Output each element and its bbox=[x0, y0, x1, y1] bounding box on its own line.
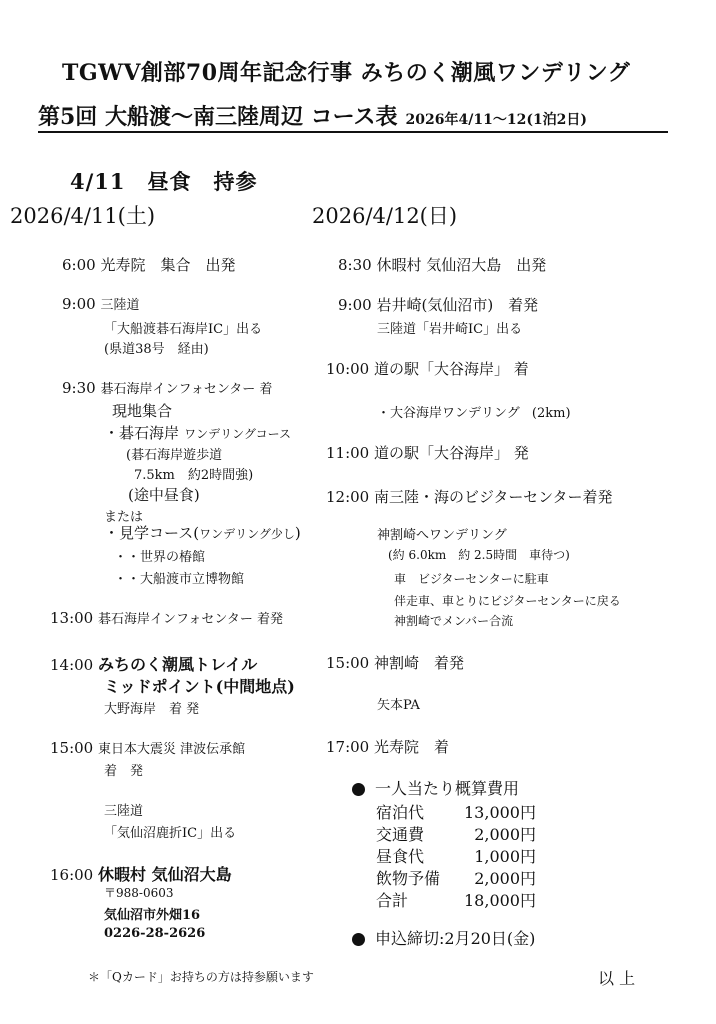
day2-date: 2026/4/12(日) bbox=[312, 204, 458, 228]
footnote: ＊「Qカード」お持ちの方は持参願います bbox=[88, 970, 314, 984]
cost-row bbox=[376, 866, 536, 889]
closing-mark: 以 上 bbox=[598, 969, 636, 988]
cost-row bbox=[376, 844, 536, 867]
day1-e7-phone: 0226-28-2626 bbox=[104, 926, 206, 941]
day1-e3-line8b: ワンデリング少し bbox=[199, 527, 295, 541]
day1-e3-line4: (碁石海岸遊歩道 bbox=[126, 448, 223, 463]
bullet-icon bbox=[352, 783, 365, 796]
day2-event-3 bbox=[326, 358, 529, 379]
day1-e6-text: 東日本大震災 津波伝承館 bbox=[98, 742, 246, 757]
day1-e3-time: 9:30 bbox=[62, 379, 96, 397]
day1-e6-line3: 三陸道 bbox=[104, 804, 144, 819]
day2-e4-time: 11:00 bbox=[326, 444, 370, 462]
cost-label: 飲物予備 bbox=[376, 869, 441, 888]
day2-event-1 bbox=[338, 254, 546, 275]
cost-amount: 13,000円 bbox=[464, 803, 536, 822]
day1-e3-line5: 7.5km 約2時間強) bbox=[134, 468, 254, 483]
day1-e6-line2: 着 発 bbox=[104, 764, 144, 779]
day1-e3-line3 bbox=[104, 422, 291, 443]
day1-e3-line9: ・・世界の椿館 bbox=[114, 550, 206, 565]
cost-amount: 18,000円 bbox=[464, 891, 536, 910]
cost-label: 宿泊代 bbox=[376, 803, 425, 822]
day2-e3-line2b: (2km) bbox=[531, 406, 571, 421]
day2-e2-time: 9:00 bbox=[338, 296, 372, 314]
day2-e1-text: 休暇村 気仙沼大島 出発 bbox=[376, 256, 547, 274]
day1-e2-line3: (県道38号 経由) bbox=[104, 342, 209, 357]
cost-title-text: 一人当たり概算費用 bbox=[375, 779, 520, 798]
day2-e3-line2a: ・大谷海岸ワンデリング bbox=[377, 406, 520, 421]
day2-e5-time: 12:00 bbox=[326, 488, 370, 506]
day1-e5-text: みちのく潮風トレイル bbox=[98, 655, 258, 674]
day1-e7-time: 16:00 bbox=[50, 866, 94, 884]
day1-e7-text: 休暇村 気仙沼大島 bbox=[98, 865, 232, 884]
day1-e4-text: 碁石海岸インフォセンター 着発 bbox=[98, 612, 283, 627]
day2-event-2 bbox=[338, 294, 538, 315]
day2-e5-line5: 伴走車、車とりにビジターセンターに戻る bbox=[394, 594, 621, 608]
day2-e5-line4: 車 ビジターセンターに駐車 bbox=[394, 572, 549, 586]
lunch-note: 4/11 昼食 持参 bbox=[70, 169, 258, 194]
subtitle-text: 第5回 大船渡〜南三陸周辺 コース表 bbox=[38, 104, 398, 130]
cost-label: 交通費 bbox=[376, 825, 425, 844]
day2-e6-text: 神割崎 着発 bbox=[374, 654, 465, 672]
cost-title bbox=[352, 776, 519, 799]
day2-event-7 bbox=[326, 736, 449, 757]
day2-e7-text: 光寿院 着 bbox=[374, 738, 450, 756]
cost-amount: 1,000円 bbox=[474, 847, 536, 866]
day2-e3-text: 道の駅「大谷海岸」 着 bbox=[374, 360, 529, 378]
cost-row bbox=[376, 822, 536, 845]
day1-event-1 bbox=[62, 254, 235, 275]
day1-e2-time: 9:00 bbox=[62, 295, 96, 313]
day1-e2-line2: 「大船渡碁石海岸IC」出る bbox=[104, 322, 263, 337]
deadline-text: 申込締切:2月20日(金) bbox=[375, 929, 536, 948]
cost-amount: 2,000円 bbox=[474, 825, 536, 844]
day1-e2-text: 三陸道 bbox=[100, 298, 140, 313]
day1-e3-line7: または bbox=[104, 510, 144, 525]
day1-e7-postal: 〒988-0603 bbox=[104, 886, 174, 900]
day1-e3-line3b: ワンデリングコース bbox=[184, 427, 292, 441]
day1-e3-line8a: ・見学コース( bbox=[104, 524, 200, 542]
day1-e3-line10: ・・大船渡市立博物館 bbox=[114, 572, 245, 587]
day2-e6-time: 15:00 bbox=[326, 654, 370, 672]
day2-e4-text: 道の駅「大谷海岸」 発 bbox=[374, 444, 529, 462]
day1-e3-line3a: ・碁石海岸 bbox=[104, 424, 180, 442]
cost-row bbox=[376, 800, 536, 823]
cost-label: 昼食代 bbox=[376, 847, 425, 866]
day1-e1-time: 6:00 bbox=[62, 256, 96, 274]
day1-e3-text: 碁石海岸インフォセンター 着 bbox=[100, 382, 273, 397]
day1-e3-line8 bbox=[104, 522, 301, 543]
day1-e3-line2: 現地集合 bbox=[112, 402, 173, 420]
page-title: TGWV創部70周年記念行事 みちのく潮風ワンデリング bbox=[62, 60, 631, 86]
day2-event-6 bbox=[326, 652, 464, 673]
day2-e1-time: 8:30 bbox=[338, 256, 372, 274]
day1-event-2 bbox=[62, 294, 139, 313]
day1-e5-line2: ミッドポイント(中間地点) bbox=[104, 677, 295, 696]
day1-event-3 bbox=[62, 378, 272, 397]
day2-e2-text: 岩井崎(気仙沼市) 着発 bbox=[376, 296, 539, 314]
day1-e5-line3: 大野海岸 着 発 bbox=[104, 702, 200, 717]
day2-e5-text: 南三陸・海のビジターセンター着発 bbox=[374, 488, 613, 506]
cost-amount: 2,000円 bbox=[474, 869, 536, 888]
course-subtitle bbox=[38, 100, 587, 131]
subtitle-dates: 2026年4/11〜12(1泊2日) bbox=[405, 112, 588, 128]
day2-e5-line3: (約 6.0km 約 2.5時間 車待つ) bbox=[388, 548, 570, 562]
day1-e4-time: 13:00 bbox=[50, 609, 94, 627]
day1-event-6 bbox=[50, 738, 245, 757]
day2-event-4 bbox=[326, 442, 529, 463]
day1-event-4 bbox=[50, 608, 283, 627]
deadline bbox=[352, 926, 535, 949]
day1-date: 2026/4/11(土) bbox=[10, 204, 156, 228]
title-underline bbox=[38, 131, 668, 133]
day2-e5-line6: 神割崎でメンバー合流 bbox=[394, 614, 514, 628]
cost-row-total bbox=[376, 888, 536, 911]
day2-e7-time: 17:00 bbox=[326, 738, 370, 756]
day1-event-7 bbox=[50, 862, 232, 885]
day1-e7-address: 気仙沼市外畑16 bbox=[104, 908, 201, 923]
day1-event-5 bbox=[50, 652, 257, 675]
day1-e6-line4: 「気仙沼鹿折IC」出る bbox=[104, 826, 237, 841]
day1-e1-text: 光寿院 集合 出発 bbox=[100, 256, 236, 274]
cost-label: 合計 bbox=[376, 891, 409, 910]
day2-e3-time: 10:00 bbox=[326, 360, 370, 378]
bullet-icon bbox=[352, 933, 365, 946]
day2-e3-line2 bbox=[377, 402, 571, 421]
day1-e6-time: 15:00 bbox=[50, 739, 94, 757]
day1-e3-line8c: ) bbox=[294, 524, 301, 542]
day2-event-5 bbox=[326, 486, 613, 507]
day2-e5-line2: 神割崎へワンデリング bbox=[377, 528, 507, 543]
day2-e6-line2: 矢本PA bbox=[377, 698, 420, 713]
day1-e3-line6: (途中昼食) bbox=[128, 486, 200, 504]
day1-e5-time: 14:00 bbox=[50, 656, 94, 674]
day2-e2-line2: 三陸道「岩井崎IC」出る bbox=[377, 322, 523, 337]
